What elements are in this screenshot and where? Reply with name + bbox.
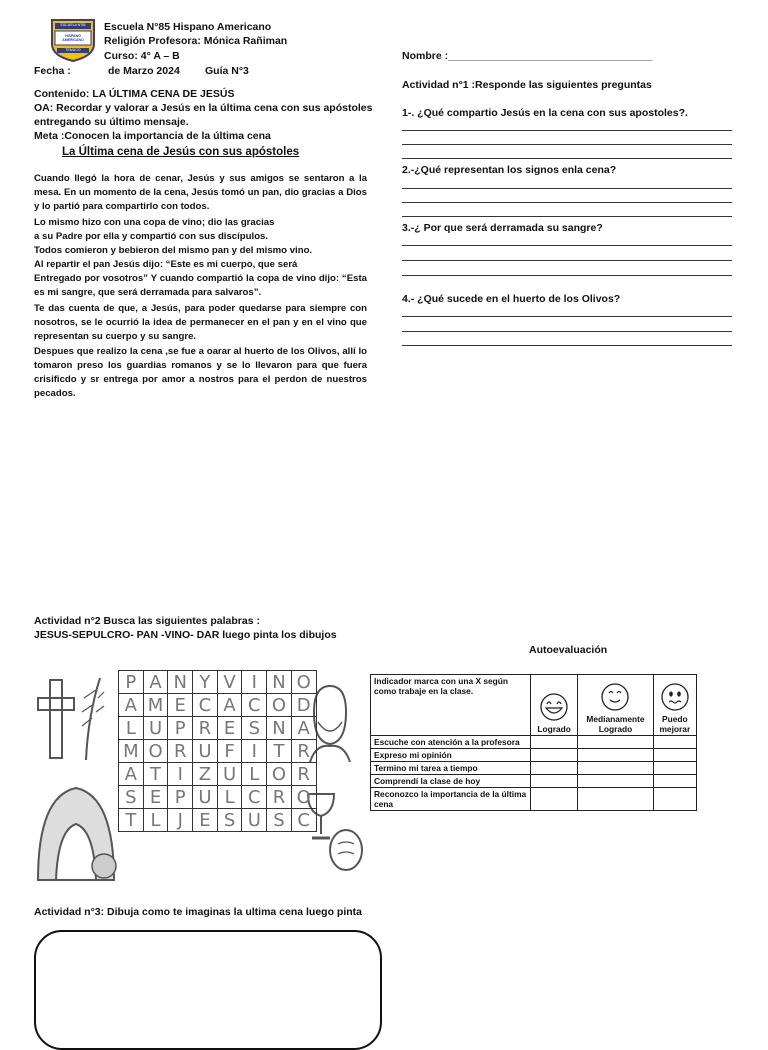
date-value: de Marzo 2024 xyxy=(108,65,180,77)
question-2: 2.-¿Qué representan los signos enla cena? xyxy=(402,164,617,176)
answer-line[interactable] xyxy=(402,331,732,332)
tomb-drawing xyxy=(34,776,118,889)
answer-line[interactable] xyxy=(402,316,732,317)
grid-letter[interactable]: S xyxy=(217,809,242,832)
grid-letter[interactable]: L xyxy=(242,763,267,786)
grid-letter[interactable]: C xyxy=(242,786,267,809)
col-improve-label: Puedo mejorar xyxy=(659,714,691,734)
answer-line[interactable] xyxy=(402,245,732,246)
assessment-checkbox[interactable] xyxy=(653,749,696,762)
student-name-field[interactable]: Nombre :___________________________________ xyxy=(402,50,653,62)
grid-letter[interactable]: L xyxy=(143,809,168,832)
grid-letter[interactable]: P xyxy=(119,671,144,694)
col-improve xyxy=(653,675,696,736)
assessment-row xyxy=(371,749,697,762)
grid-letter[interactable]: R xyxy=(267,786,292,809)
grid-letter[interactable]: L xyxy=(119,717,144,740)
lesson-objective-2: entregando su último mensaje. xyxy=(34,116,189,128)
question-3: 3.-¿ Por que será derramada su sangre? xyxy=(402,222,603,234)
worried-face-icon xyxy=(660,682,690,712)
bread-drawing xyxy=(326,826,366,881)
grid-letter[interactable]: I xyxy=(242,671,267,694)
answer-line[interactable] xyxy=(402,188,732,189)
assessment-indicator: Comprendí la clase de hoy xyxy=(371,775,531,788)
question-1: 1-. ¿Qué compartio Jesús en la cena con sus apostoles?. xyxy=(402,107,688,119)
assessment-indicator: Reconozco la importancia de la última cena xyxy=(371,788,531,811)
school-logo xyxy=(48,18,98,62)
grid-letter[interactable]: D xyxy=(291,694,316,717)
activity1-heading: Actividad n°1 :Responde las siguientes preguntas xyxy=(402,79,652,91)
logo-text-top: ESCUELA N°85 xyxy=(60,23,86,27)
answer-line[interactable] xyxy=(402,345,732,346)
grid-letter[interactable]: C xyxy=(291,809,316,832)
cross-drawing xyxy=(36,676,76,767)
grid-row xyxy=(119,671,317,694)
grid-letter[interactable]: O xyxy=(267,694,292,717)
logo-text-mid: HISPANO AMERICANO xyxy=(62,34,84,42)
grid-letter[interactable]: O xyxy=(291,671,316,694)
lesson-goal: Meta :Conocen la importancia de la última cena xyxy=(34,130,271,142)
grid-letter[interactable]: U xyxy=(217,763,242,786)
grid-letter[interactable]: I xyxy=(242,740,267,763)
grid-letter[interactable]: T xyxy=(267,740,292,763)
activity2-heading: Actividad n°2 Busca las siguientes palabras : xyxy=(34,615,260,627)
grid-letter[interactable]: A xyxy=(119,694,144,717)
assessment-checkbox[interactable] xyxy=(578,736,653,749)
grid-letter[interactable]: N xyxy=(168,671,193,694)
grid-letter[interactable]: N xyxy=(267,717,292,740)
assessment-checkbox[interactable] xyxy=(530,749,577,762)
lesson-title: La Última cena de Jesús con sus apóstoles xyxy=(62,146,300,158)
lesson-objective-1: OA: Recordar y valorar a Jesús en la última cena con sus apóstoles xyxy=(34,102,373,114)
grid-letter[interactable]: R xyxy=(291,763,316,786)
col-medium-label: Medianamente Logrado xyxy=(586,714,645,734)
assessment-checkbox[interactable] xyxy=(653,775,696,788)
activity3-heading: Actividad n°3: Dibuja como te imaginas la ultima cena luego pinta xyxy=(34,906,363,918)
col-achieved-label: Logrado xyxy=(537,724,571,734)
col-medium xyxy=(578,675,653,736)
answer-line[interactable] xyxy=(402,144,732,145)
col-achieved xyxy=(530,675,577,736)
assessment-checkbox[interactable] xyxy=(530,762,577,775)
assessment-row xyxy=(371,775,697,788)
grid-letter[interactable]: R xyxy=(193,717,218,740)
teacher-name: Religión Profesora: Mónica Rañiman xyxy=(104,35,288,47)
self-assessment-table xyxy=(370,674,697,811)
answer-line[interactable] xyxy=(402,158,732,159)
assessment-checkbox[interactable] xyxy=(578,775,653,788)
assessment-indicator: Expreso mi opinión xyxy=(371,749,531,762)
grid-letter[interactable]: L xyxy=(217,786,242,809)
assessment-checkbox[interactable] xyxy=(530,775,577,788)
grid-row xyxy=(119,763,317,786)
grid-letter[interactable]: A xyxy=(291,717,316,740)
grid-letter[interactable]: Y xyxy=(193,671,218,694)
assessment-checkbox[interactable] xyxy=(578,788,653,811)
story-paragraph-1: Cuando llegó la hora de cenar, Jesús y sus amigos se sentaron a la mesa. En un momento de la cena, Jesús tomó un pan, dio gracias a Dios y lo partió para compartirlo con todos. xyxy=(34,173,367,212)
answer-line[interactable] xyxy=(402,260,732,261)
happy-face-icon xyxy=(539,692,569,722)
grid-letter[interactable]: O xyxy=(143,740,168,763)
grid-letter[interactable]: C xyxy=(193,694,218,717)
grid-letter[interactable]: A xyxy=(119,763,144,786)
grid-letter[interactable]: S xyxy=(242,717,267,740)
answer-line[interactable] xyxy=(402,216,732,217)
question-4: 4.- ¿Qué sucede en el huerto de los Olivos? xyxy=(402,293,621,305)
grid-letter[interactable]: O xyxy=(267,763,292,786)
grid-letter[interactable]: O xyxy=(291,786,316,809)
grid-row xyxy=(119,694,317,717)
assessment-indicator: Escuche con atención a la profesora xyxy=(371,736,531,749)
guide-number: Guía N°3 xyxy=(205,65,249,77)
assessment-checkbox[interactable] xyxy=(653,736,696,749)
grid-letter[interactable]: S xyxy=(267,809,292,832)
grid-letter[interactable]: U xyxy=(193,740,218,763)
logo-text-bottom: TEMUCO xyxy=(65,48,81,52)
grid-row xyxy=(119,786,317,809)
grid-row xyxy=(119,740,317,763)
assessment-checkbox[interactable] xyxy=(578,749,653,762)
grid-letter[interactable]: S xyxy=(119,786,144,809)
lesson-content: Contenido: LA ÚLTIMA CENA DE JESÚS xyxy=(34,88,235,100)
grid-letter[interactable]: E xyxy=(168,694,193,717)
assessment-row xyxy=(371,736,697,749)
answer-line[interactable] xyxy=(402,275,732,276)
assessment-checkbox[interactable] xyxy=(530,736,577,749)
assessment-row xyxy=(371,762,697,775)
grid-letter[interactable]: E xyxy=(143,786,168,809)
grid-letter[interactable]: E xyxy=(193,809,218,832)
grid-row xyxy=(119,717,317,740)
grid-letter[interactable]: M xyxy=(119,740,144,763)
grid-letter[interactable]: I xyxy=(168,763,193,786)
assessment-checkbox[interactable] xyxy=(653,762,696,775)
assessment-row xyxy=(371,788,697,811)
grid-letter[interactable]: T xyxy=(143,763,168,786)
grid-letter[interactable]: F xyxy=(217,740,242,763)
word-search-grid[interactable] xyxy=(118,670,317,832)
grid-letter[interactable]: R xyxy=(291,740,316,763)
grid-letter[interactable]: U xyxy=(242,809,267,832)
grid-letter[interactable]: V xyxy=(217,671,242,694)
grid-letter[interactable]: A xyxy=(217,694,242,717)
grid-letter[interactable]: A xyxy=(143,671,168,694)
assessment-checkbox[interactable] xyxy=(653,788,696,811)
indicator-header: Indicador marca con una X según como trabaje en la clase. xyxy=(371,675,531,736)
grid-letter[interactable]: N xyxy=(267,671,292,694)
grid-letter[interactable]: C xyxy=(242,694,267,717)
grid-row xyxy=(119,809,317,832)
grid-letter[interactable]: U xyxy=(193,786,218,809)
course: Curso: 4° A – B xyxy=(104,50,180,62)
grid-letter[interactable]: Z xyxy=(193,763,218,786)
activity2-words: JESUS-SEPULCRO- PAN -VINO- DAR luego pinta los dibujos xyxy=(34,629,337,641)
grid-letter[interactable]: P xyxy=(168,786,193,809)
grid-letter[interactable]: P xyxy=(168,717,193,740)
answer-line[interactable] xyxy=(402,202,732,203)
palm-branch-drawing xyxy=(80,676,106,767)
self-assessment-title: Autoevaluación xyxy=(529,644,608,656)
grid-letter[interactable]: R xyxy=(168,740,193,763)
drawing-box[interactable] xyxy=(34,930,382,1050)
neutral-smile-icon xyxy=(600,682,630,712)
answer-line[interactable] xyxy=(402,130,732,131)
grid-letter[interactable]: M xyxy=(143,694,168,717)
assessment-checkbox[interactable] xyxy=(578,762,653,775)
date-label: Fecha : xyxy=(34,65,71,77)
story-paragraph-4: Despues que realizo la cena ,se fue a oarar al huerto de los Olivos, allí lo tomaron preso los guardias romanos y se lo llevaron para que fuera crisificdo y sr entrega por amor a nostros para el perdon de nuestros pecados. xyxy=(34,346,367,399)
grid-letter[interactable]: U xyxy=(143,717,168,740)
grid-letter[interactable]: T xyxy=(119,809,144,832)
story-paragraph-3: Te das cuenta de que, a Jesús, para poder quedarse para siempre con nosotros, se le ocurrió la idea de permanecer en el pan y en el vino que representan su cuerpo y su sangre. xyxy=(34,303,367,342)
school-name: Escuela N°85 Hispano Americano xyxy=(104,21,272,33)
assessment-indicator: Termino mi tarea a tiempo xyxy=(371,762,531,775)
grid-letter[interactable]: E xyxy=(217,717,242,740)
story-paragraph-2: Lo mismo hizo con una copa de vino; dio las gracias a su Padre por ella y compartió con sus discípulos. Todos comieron y bebieron del mismo pan y del mismo vino. Al repartir el pan Jesús dijo: “Este es mi cuerpo, que será Entregado por vosotros” Y cuando compartió la copa de vino dijo: “Esta es mi sangre, que será derramada para salvaros”. xyxy=(34,217,367,298)
assessment-checkbox[interactable] xyxy=(530,788,577,811)
grid-letter[interactable]: J xyxy=(168,809,193,832)
